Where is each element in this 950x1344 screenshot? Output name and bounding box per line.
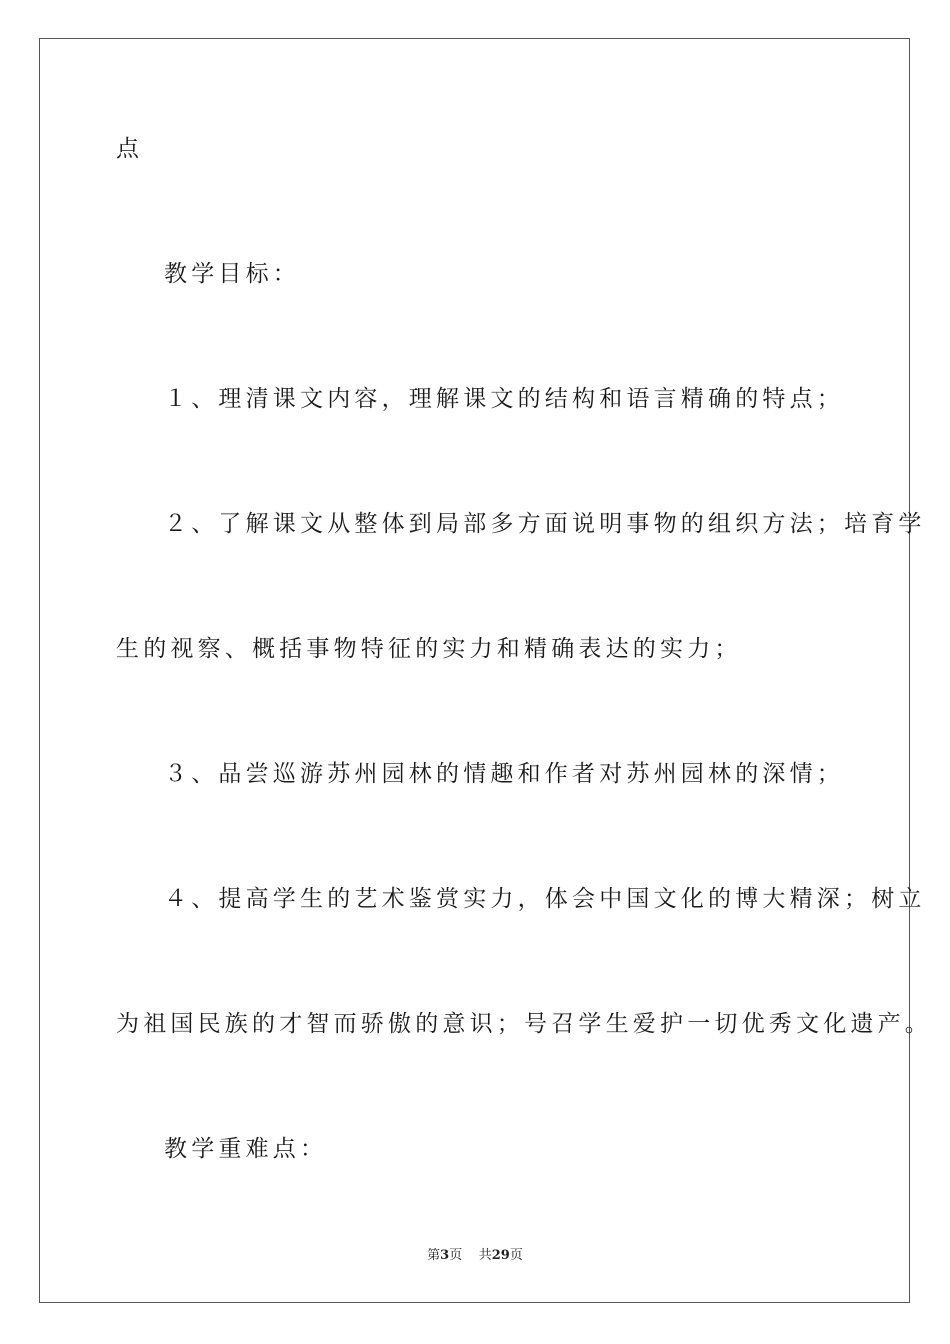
page-suffix: 页 <box>449 1248 463 1263</box>
goal-item-4-continued: 为祖国民族的才智而骄傲的意识；号召学生爱护一切优秀文化遗产。 <box>116 1011 932 1037</box>
total-pages: 29 <box>491 1248 510 1263</box>
goal-item-2: ２、了解课文从整体到局部多方面说明事物的组织方法；培育学 <box>164 511 926 537</box>
heading-key-difficulties: 教学重难点： <box>164 1136 328 1162</box>
page-prefix: 第 <box>427 1248 441 1263</box>
page-border <box>39 38 910 1303</box>
heading-teaching-goals: 教学目标： <box>164 261 300 287</box>
total-suffix: 页 <box>509 1248 523 1263</box>
goal-item-2-continued: 生的视察、概括事物特征的实力和精确表达的实力； <box>116 636 742 662</box>
text-line-continuation: 点 <box>116 136 144 162</box>
total-prefix: 共 <box>478 1248 492 1263</box>
page-footer <box>0 1248 950 1264</box>
goal-item-1: １、理清课文内容，理解课文的结构和语言精确的特点； <box>164 386 844 412</box>
goal-item-4: ４、提高学生的艺术鉴赏实力，体会中国文化的博大精深；树立 <box>164 886 926 912</box>
goal-item-3: ３、品尝巡游苏州园林的情趣和作者对苏州园林的深情； <box>164 761 844 787</box>
page-number: 3 <box>440 1248 450 1263</box>
